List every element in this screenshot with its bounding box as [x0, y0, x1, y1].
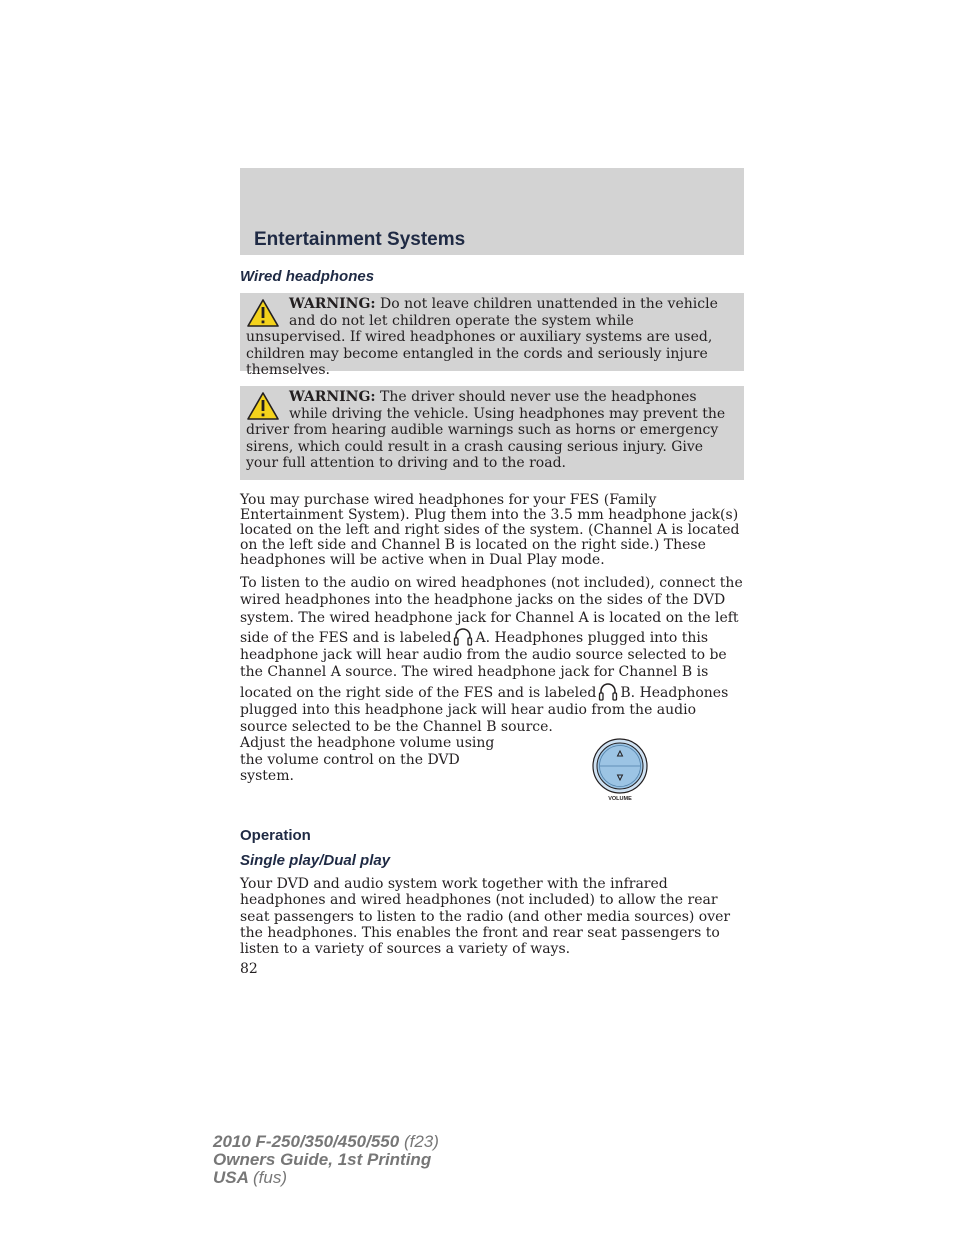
warning-triangle-icon [246, 391, 280, 421]
single-dual-play-heading: Single play/Dual play [240, 852, 391, 869]
footer-printing: Owners Guide, 1st Printing [213, 1150, 432, 1169]
warning-text: The driver should never use the headphones while driving the vehicle. Using headphones may prevent the driver from hearing audible warnings such as horns or emergency sirens, which could result in a crash causing serious injury. Give your full attention to driving and to the road. [246, 389, 726, 471]
warning-text: Do not leave children unattended in the vehicle and do not let children operate the system while unsupervised. If wired headphones or auxiliary systems are used, children may become entangled in the cords and seriously injure themselves. [246, 296, 718, 378]
channel-b-text: B. Headphones plugged into this headphone jack will hear audio from the audio source selected to be the Channel B source. [240, 684, 729, 736]
warning-triangle-icon [246, 298, 280, 328]
section-header [240, 168, 744, 255]
footer [213, 1133, 439, 1187]
section-title: Entertainment Systems [254, 229, 466, 250]
channel-a-text: To listen to the audio on wired headphones (not included), connect the wired headphones into the headphone jacks on the sides of the DVD system. The wired headphone jack for Channel A is located on the left side of the FES and is labeled [240, 575, 743, 646]
warning-box-driver [240, 386, 744, 480]
operation-paragraph: Your DVD and audio system work together with the infrared headphones and wired headphones (not included) to allow the rear seat passengers to listen to the radio (and other media sources) over the headphones. This enables the front and rear seat passengers to listen to a variety of sources a variety of ways. [240, 876, 731, 958]
wired-channel-paragraph [240, 575, 744, 737]
footer-model-code: (f23) [403, 1132, 439, 1151]
headphone-icon [453, 627, 473, 646]
footer-model: 2010 F-250/350/450/550 [213, 1132, 400, 1151]
volume-paragraph: Adjust the headphone volume using the volume control on the DVD system. [240, 735, 495, 784]
warning-label: WARNING: [289, 389, 376, 405]
wired-headphones-heading: Wired headphones [240, 268, 375, 285]
operation-heading: Operation [240, 827, 311, 844]
wired-intro-paragraph: You may purchase wired headphones for your FES (Family Entertainment System). Plug them into the 3.5 mm headphone jack(s) located on the left and right sides of the system. (Channel A is located on the left side and Channel B is located on the right side.) These headphones will be active when in Dual Play mode. [240, 492, 740, 568]
volume-label: VOLUME [608, 796, 632, 802]
warning-label: WARNING: [289, 296, 376, 312]
headphone-icon [598, 682, 618, 701]
warning-box-children [240, 293, 744, 378]
footer-region-code: (fus) [253, 1168, 287, 1187]
volume-knob-icon [590, 738, 650, 804]
channel-a-b-text: A. Headphones plugged into this headphone jack will hear audio from the audio source selected to be the Channel A source. The wired headphone jack for Channel B is located on the right side of the FES and is labeled [240, 629, 727, 701]
footer-region: USA [213, 1168, 249, 1187]
page-number: 82 [240, 961, 258, 977]
